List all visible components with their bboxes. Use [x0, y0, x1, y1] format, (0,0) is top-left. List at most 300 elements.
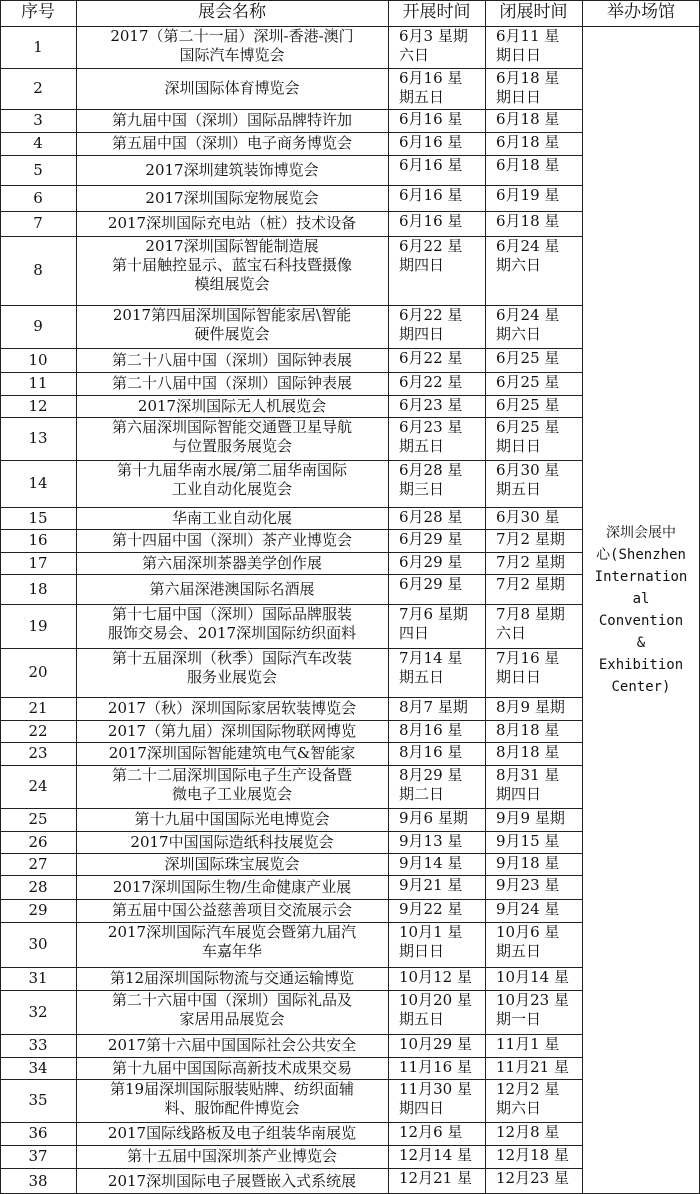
exhibition-name-line: 2017深圳国际智能建筑电气&智能家 [108, 744, 356, 762]
open-date-line: 8月7 星期 [399, 698, 468, 716]
open-date-line: 11月30 星 [399, 1080, 472, 1098]
header-index: 序号 [21, 2, 55, 22]
open-date-line: 6月23 星 [399, 418, 463, 436]
exhibition-name [76, 460, 388, 507]
exhibition-name-line: 第二十八届中国（深圳）国际钟表展 [111, 350, 352, 369]
exhibition-name-line: 2017深圳国际充电站（桩）技术设备 [107, 214, 357, 232]
exhibition-name [76, 808, 388, 831]
close-date [485, 529, 582, 552]
close-date-line: 6月19 星 [496, 186, 560, 204]
exhibition-name [76, 305, 388, 348]
exhibition-name [76, 1122, 388, 1145]
row-divider [0, 574, 582, 575]
exhibition-name [76, 831, 388, 853]
venue-line: Exhibition [598, 657, 684, 673]
row-index: 38 [28, 1171, 48, 1190]
exhibition-name [76, 132, 388, 155]
row-index: 28 [28, 877, 48, 896]
exhibition-name-line: 第二十二届深圳国际电子生产设备暨 [111, 766, 352, 784]
open-date [388, 417, 485, 460]
open-date-line: 期五日 [399, 437, 445, 455]
exhibition-name-line: 第二十八届中国（深圳）国际钟表展 [111, 374, 352, 392]
close-date [485, 26, 582, 68]
row-index: 11 [28, 374, 48, 392]
exhibition-name [76, 990, 388, 1034]
open-date [388, 648, 485, 697]
close-date [485, 922, 582, 967]
exhibition-name-line: 第十九届中国国际高新技术成果交易 [111, 1058, 352, 1077]
exhibition-name-line: 2017深圳国际汽车展览会暨第九届汽 [107, 923, 357, 941]
open-date [388, 109, 485, 132]
open-date-line: 期五日 [399, 1010, 445, 1028]
close-date-line: 9月24 星 [496, 900, 560, 918]
close-date [485, 831, 582, 853]
row-index: 24 [28, 777, 48, 795]
close-date [485, 1057, 582, 1079]
open-date-line: 6月29 星 [399, 575, 463, 593]
exhibition-name [76, 26, 388, 68]
close-date-line: 8月31 星 [496, 766, 560, 784]
close-date [485, 899, 582, 922]
header-open-date: 开展时间 [402, 2, 471, 22]
open-date-line: 6月28 星 [399, 461, 463, 479]
open-date-line: 11月16 星 [399, 1058, 472, 1076]
open-date-line: 6月29 星 [399, 530, 463, 548]
open-date [388, 1168, 485, 1194]
close-date [485, 155, 582, 185]
open-date [388, 1145, 485, 1168]
open-date [388, 155, 485, 185]
open-date-line: 10月20 星 [399, 991, 472, 1009]
open-date [388, 604, 485, 648]
close-date-line: 6月11 星 [496, 27, 560, 45]
open-date [388, 1122, 485, 1145]
open-date-line: 7月14 星 [399, 649, 463, 667]
open-date-line: 9月21 星 [399, 876, 463, 894]
venue-line: Convention [598, 613, 684, 629]
exhibition-name [76, 648, 388, 697]
row-index: 16 [28, 531, 48, 549]
open-date-line: 8月29 星 [399, 766, 463, 784]
row-index: 30 [28, 935, 48, 953]
row-index: 29 [28, 901, 48, 919]
close-date [485, 1168, 582, 1194]
exhibition-name [76, 875, 388, 899]
close-date-line: 10月23 星 [496, 991, 569, 1009]
close-date-line: 6月18 星 [496, 69, 560, 87]
exhibition-name-line: 第二十六届中国（深圳）国际礼品及 [111, 991, 352, 1009]
close-date-line: 8月18 星 [496, 743, 560, 761]
open-date [388, 808, 485, 831]
close-date [485, 648, 582, 697]
open-date [388, 922, 485, 967]
row-index: 35 [28, 1091, 48, 1109]
open-date-line: 6月16 星 [399, 186, 463, 204]
open-date [388, 967, 485, 990]
close-date-line: 9月9 星期 [496, 809, 565, 827]
open-date-line: 6月3 星期 [399, 27, 468, 45]
row-divider [0, 417, 582, 418]
row-index: 5 [33, 160, 43, 179]
close-date [485, 1034, 582, 1057]
close-date [485, 604, 582, 648]
close-date-line: 6月24 星 [496, 306, 560, 324]
row-divider [0, 211, 582, 212]
close-date [485, 109, 582, 132]
close-date [485, 372, 582, 395]
row-index: 12 [28, 396, 48, 415]
row-divider [0, 348, 582, 349]
row-divider [0, 697, 582, 698]
close-date [485, 853, 582, 875]
row-index: 26 [28, 832, 48, 851]
exhibition-name-line: 2017国际线路板及电子组装华南展览 [107, 1124, 357, 1142]
close-date-line: 六日 [496, 624, 527, 642]
row-divider [0, 720, 582, 721]
open-date-line: 12月14 星 [399, 1146, 472, 1164]
exhibition-name-line: 第12届深圳国际物流与交通运输博览 [109, 969, 355, 987]
row-index: 22 [28, 721, 48, 740]
row-index: 25 [28, 810, 48, 828]
close-date-line: 8月9 星期 [496, 698, 565, 716]
close-date [485, 417, 582, 460]
open-date [388, 395, 485, 417]
exhibition-name-line: 与位置服务展览会 [171, 437, 292, 455]
exhibition-name-line: 工业自动化展览会 [171, 480, 292, 498]
venue-cell [582, 26, 700, 1194]
row-divider [0, 155, 582, 156]
row-index: 10 [28, 350, 48, 369]
open-date [388, 305, 485, 348]
row-index: 27 [28, 854, 48, 873]
open-date-line: 8月16 星 [399, 721, 463, 739]
open-date-line: 12月6 星 [399, 1123, 463, 1141]
column-divider [76, 0, 77, 1194]
row-index: 20 [28, 663, 48, 681]
open-date [388, 697, 485, 720]
exhibition-name [76, 109, 388, 132]
close-date-line: 6月24 星 [496, 237, 560, 255]
row-divider [0, 967, 582, 968]
row-divider [0, 460, 582, 461]
close-date-line: 期六日 [496, 256, 542, 274]
row-index: 23 [28, 744, 48, 762]
exhibition-name-line: 2017（第二十一届）深圳-香港-澳门 [110, 27, 354, 45]
close-date [485, 697, 582, 720]
close-date-line: 6月18 星 [496, 110, 560, 128]
column-divider [0, 0, 1, 1194]
row-index: 17 [28, 553, 48, 572]
exhibition-name [76, 348, 388, 372]
exhibition-name-line: 第六届深港澳国际名酒展 [149, 579, 315, 598]
header-close-date: 闭展时间 [499, 2, 568, 22]
close-date [485, 460, 582, 507]
exhibition-name-line: 微电子工业展览会 [171, 785, 292, 803]
row-index: 21 [28, 699, 48, 717]
close-date [485, 720, 582, 742]
exhibition-name-line: 华南工业自动化展 [171, 508, 292, 527]
table-header-row [0, 0, 700, 26]
close-date-line: 期一日 [496, 1010, 542, 1028]
exhibition-name-line: 2017深圳国际生物/生命健康产业展 [112, 877, 352, 896]
open-date-line: 6月16 星 [399, 156, 463, 174]
open-date [388, 552, 485, 574]
exhibition-name-line: 2017深圳国际无人机展览会 [137, 396, 327, 415]
open-date [388, 372, 485, 395]
close-date-line: 10月6 星 [496, 923, 560, 941]
open-date [388, 236, 485, 305]
close-date-line: 12月2 星 [496, 1080, 560, 1098]
close-date-line: 7月2 星期 [496, 575, 565, 593]
exhibition-name-line: 服饰交易会、2017深圳国际纺织面料 [107, 624, 357, 642]
open-date-line: 10月1 星 [399, 923, 463, 941]
close-date-line: 期五日 [496, 942, 542, 960]
exhibition-name [76, 765, 388, 808]
close-date [485, 990, 582, 1034]
open-date-line: 6月22 星 [399, 306, 463, 324]
close-date [485, 507, 582, 529]
exhibition-name-line: 第九届中国（深圳）国际品牌特许加 [111, 111, 352, 129]
venue-line: al [632, 591, 650, 607]
exhibition-name-line: 2017深圳国际电子展暨嵌入式系统展 [107, 1171, 357, 1190]
exhibition-name-line: 车嘉年华 [201, 942, 262, 960]
open-date [388, 1057, 485, 1079]
venue-line: Center) [611, 679, 671, 695]
close-date [485, 211, 582, 236]
header-venue: 举办场馆 [607, 2, 675, 22]
close-date-line: 6月18 星 [496, 156, 560, 174]
open-date [388, 68, 485, 109]
exhibition-name [76, 68, 388, 109]
open-date-line: 6月23 星 [399, 396, 463, 414]
open-date-line: 期四日 [399, 1099, 445, 1117]
open-date-line: 9月22 星 [399, 900, 463, 918]
row-divider [0, 529, 582, 530]
row-divider [0, 765, 582, 766]
open-date [388, 875, 485, 899]
exhibition-name [76, 417, 388, 460]
exhibition-name-line: 2017（第九届）深圳国际物联网博览 [107, 721, 357, 740]
open-date-line: 期日日 [399, 942, 445, 960]
row-divider [0, 604, 582, 605]
header-exhibition-name: 展会名称 [198, 2, 266, 22]
close-date [485, 765, 582, 808]
row-index: 32 [28, 1002, 48, 1021]
close-date-line: 12月23 星 [496, 1169, 569, 1187]
row-index: 34 [28, 1058, 48, 1077]
row-divider [0, 68, 582, 69]
open-date-line: 9月6 星期 [399, 809, 468, 827]
column-divider [388, 0, 389, 1194]
row-divider [0, 372, 582, 373]
row-divider [0, 0, 700, 1]
open-date-line: 12月21 星 [399, 1169, 472, 1187]
exhibition-name [76, 395, 388, 417]
exhibition-name-line: 2017深圳建筑装饰博览会 [145, 160, 319, 179]
open-date-line: 7月6 星期 [399, 605, 468, 623]
venue-line: 心(Shenzhen [596, 547, 686, 563]
row-index: 14 [28, 474, 48, 492]
open-date-line: 期三日 [399, 480, 445, 498]
exhibition-name [76, 720, 388, 742]
open-date [388, 460, 485, 507]
open-date [388, 1079, 485, 1122]
exhibition-name [76, 529, 388, 552]
row-index: 19 [28, 616, 48, 635]
open-date [388, 211, 485, 236]
row-divider [0, 507, 582, 508]
close-date [485, 1145, 582, 1168]
exhibition-name [76, 372, 388, 395]
exhibition-name [76, 967, 388, 990]
row-divider [0, 1057, 582, 1058]
open-date-line: 期五日 [399, 88, 445, 106]
open-date [388, 765, 485, 808]
open-date-line: 10月12 星 [399, 968, 472, 986]
exhibition-name-line: 硬件展览会 [194, 325, 270, 343]
close-date-line: 6月25 星 [496, 349, 560, 367]
row-index: 8 [33, 261, 43, 279]
column-divider [485, 0, 486, 1194]
open-date [388, 831, 485, 853]
exhibition-name-line: 第十五届深圳（秋季）国际汽车改装 [111, 649, 352, 667]
row-divider [0, 395, 582, 396]
open-date-line: 6月29 星 [399, 553, 463, 571]
row-index: 31 [28, 969, 48, 987]
exhibition-name [76, 1079, 388, 1122]
exhibition-name [76, 853, 388, 875]
exhibition-name-line: 第六届深圳国际智能交通暨卫星导航 [111, 418, 352, 436]
open-date [388, 1034, 485, 1057]
row-index: 1 [33, 37, 43, 56]
row-divider [0, 552, 582, 553]
exhibition-name [76, 211, 388, 236]
open-date [388, 990, 485, 1034]
open-date-line: 9月13 星 [399, 832, 463, 850]
close-date-line: 6月30 星 [496, 508, 560, 526]
exhibition-name [76, 1057, 388, 1079]
close-date-line: 9月23 星 [496, 876, 560, 894]
open-date [388, 185, 485, 211]
row-index: 37 [28, 1147, 48, 1165]
row-index: 36 [28, 1124, 48, 1142]
exhibition-name [76, 574, 388, 604]
exhibition-name-line: 第十四届中国（深圳）茶产业博览会 [111, 531, 352, 549]
close-date [485, 875, 582, 899]
row-divider [0, 1034, 582, 1035]
open-date-line: 四日 [399, 624, 430, 642]
row-divider [0, 990, 582, 991]
exhibition-name-line: 第十七届中国（深圳）国际品牌服装 [111, 605, 352, 623]
open-date [388, 742, 485, 765]
venue-line: 深圳会展中 [606, 525, 676, 541]
exhibition-name-line: 国际汽车博览会 [179, 46, 285, 64]
row-divider [0, 922, 582, 923]
open-date-line: 6月16 星 [399, 212, 463, 230]
close-date-line: 7月2 星期 [496, 553, 565, 571]
open-date [388, 720, 485, 742]
exhibition-name-line: 第十九届中国国际光电博览会 [134, 810, 330, 828]
exhibition-name-line: 第十九届华南水展/第二届华南国际 [116, 461, 348, 479]
close-date-line: 9月18 星 [496, 854, 560, 872]
exhibition-name [76, 1034, 388, 1057]
row-divider [0, 132, 582, 133]
close-date [485, 305, 582, 348]
open-date-line: 期四日 [399, 325, 445, 343]
open-date [388, 26, 485, 68]
close-date-line: 7月2 星期 [496, 530, 565, 548]
exhibition-name-line: 第十五届中国深圳茶产业博览会 [126, 1147, 337, 1165]
exhibition-name-line: 2017中国国际造纸科技展览会 [130, 832, 334, 851]
close-date [485, 1122, 582, 1145]
open-date [388, 574, 485, 604]
row-index: 18 [28, 579, 48, 598]
exhibition-name [76, 922, 388, 967]
close-date-line: 10月14 星 [496, 968, 569, 986]
close-date-line: 期日日 [496, 437, 542, 455]
close-date-line: 期日日 [496, 668, 542, 686]
close-date-line: 11月1 星 [496, 1035, 560, 1053]
row-divider [0, 742, 582, 743]
open-date [388, 348, 485, 372]
exhibition-name-line: 第六届深圳茶器美学创作展 [141, 553, 322, 572]
row-index: 4 [33, 134, 43, 152]
row-index: 6 [33, 188, 43, 207]
exhibition-name-line: 2017深圳国际宠物展览会 [145, 188, 319, 207]
row-divider [0, 875, 582, 876]
open-date-line: 10月29 星 [399, 1035, 472, 1053]
row-divider [0, 1145, 582, 1146]
open-date [388, 853, 485, 875]
close-date-line: 6月18 星 [496, 212, 560, 230]
exhibition-name-line: 深圳国际珠宝展览会 [164, 854, 300, 873]
close-date [485, 552, 582, 574]
close-date [485, 808, 582, 831]
open-date [388, 899, 485, 922]
exhibition-name-line: 第五届中国（深圳）电子商务博览会 [111, 134, 352, 152]
close-date-line: 6月30 星 [496, 461, 560, 479]
exhibition-name [76, 604, 388, 648]
venue-line: & [636, 635, 646, 651]
exhibition-name [76, 185, 388, 211]
close-date-line: 12月8 星 [496, 1123, 560, 1141]
exhibition-name [76, 236, 388, 305]
exhibition-name [76, 507, 388, 529]
exhibition-name [76, 552, 388, 574]
row-divider [0, 305, 582, 306]
close-date-line: 6月18 星 [496, 133, 560, 151]
close-date [485, 1079, 582, 1122]
close-date [485, 185, 582, 211]
row-index: 3 [33, 111, 43, 129]
close-date-line: 6月25 星 [496, 396, 560, 414]
close-date [485, 967, 582, 990]
exhibition-name-line: 第五届中国公益慈善项目交流展示会 [111, 901, 352, 919]
exhibition-name-line: 2017深圳国际智能制造展 [145, 237, 319, 255]
open-date-line: 6月16 星 [399, 110, 463, 128]
close-date-line: 期日日 [496, 46, 542, 64]
open-date-line: 期二日 [399, 785, 445, 803]
close-date [485, 132, 582, 155]
row-divider [0, 1122, 582, 1123]
close-date-line: 7月8 星期 [496, 605, 565, 623]
exhibition-name [76, 899, 388, 922]
open-date [388, 132, 485, 155]
open-date-line: 6月22 星 [399, 237, 463, 255]
row-divider [0, 648, 582, 649]
exhibition-name-line: 服务业展览会 [186, 668, 277, 686]
row-index: 9 [33, 317, 43, 335]
